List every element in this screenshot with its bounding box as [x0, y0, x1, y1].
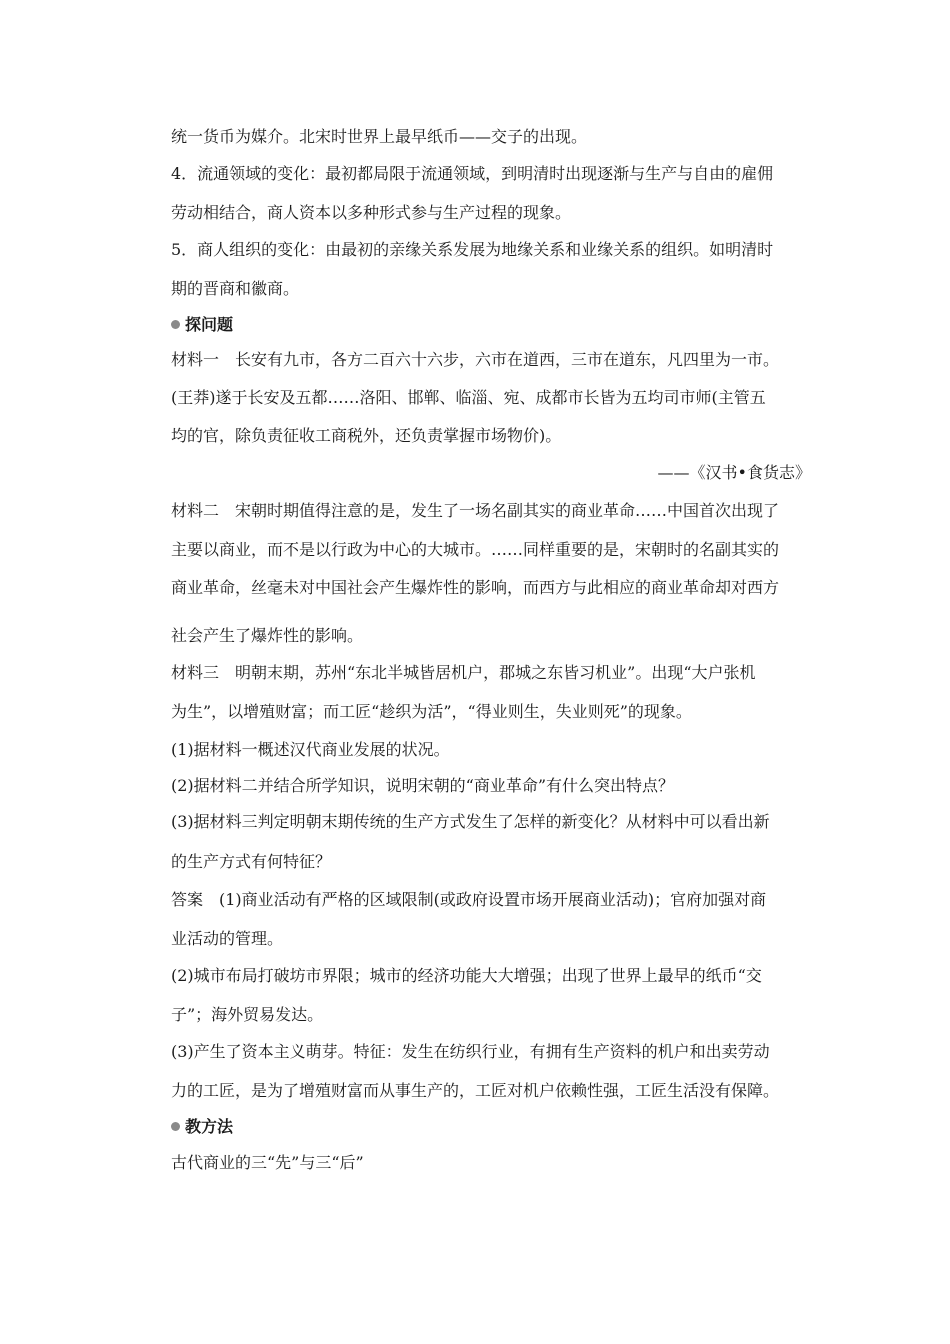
question-line: 的生产方式有何特征？ — [171, 852, 332, 871]
text-line: 5．商人组织的变化：由最初的亲缘关系发展为地缘关系和业缘关系的组织。如明清时 — [171, 240, 774, 259]
answer-line: 子”；海外贸易发达。 — [171, 1005, 324, 1024]
question-line: (3)据材料三判定明朝末期传统的生产方式发生了怎样的新变化？从材料中可以看出新 — [171, 812, 770, 831]
text-line: 主要以商业，而不是以行政为中心的大城市。……同样重要的是，宋朝时的名副其实的 — [171, 540, 780, 559]
section-heading-label: 教方法 — [185, 1117, 234, 1136]
answer-line: (2)城市布局打破坊市界限；城市的经济功能大大增强；出现了世界上最早的纸币“交 — [171, 966, 762, 985]
answer-line: (3)产生了资本主义萌芽。特征：发生在纺织行业，有拥有生产资料的机户和出卖劳动 — [171, 1042, 770, 1061]
answer-line: 答案 (1)商业活动有严格的区域限制(或政府设置市场开展商业活动)；官府加强对商 — [171, 890, 767, 909]
bullet-icon — [171, 1122, 180, 1131]
text-line: 4．流通领域的变化：最初都局限于流通领域，到明清时出现逐渐与生产与自由的雇佣 — [171, 164, 774, 183]
question-line: (1)据材料一概述汉代商业发展的状况。 — [171, 740, 450, 759]
section-heading-label: 探问题 — [185, 315, 234, 334]
answer-line: 力的工匠，是为了增殖财富而从事生产的，工匠对机户依赖性强，工匠生活没有保障。 — [171, 1081, 780, 1100]
bullet-icon — [171, 320, 180, 329]
text-line: (王莽)遂于长安及五都……洛阳、邯郸、临淄、宛、成都市长皆为五均司市师(主管五 — [171, 388, 766, 407]
text-line: 材料二 宋朝时期值得注意的是，发生了一场名副其实的商业革命……中国首次出现了 — [171, 501, 780, 520]
section-heading — [171, 315, 811, 335]
text-line: 材料三 明朝末期，苏州“东北半城皆居机户，郡城之东皆习机业”。出现“大户张机 — [171, 663, 756, 682]
answer-line: 业活动的管理。 — [171, 929, 284, 948]
text-line: 均的官，除负责征收工商税外，还负责掌握市场物价)。 — [171, 426, 562, 445]
text-line: 统一货币为媒介。北宋时世界上最早纸币——交子的出现。 — [171, 127, 588, 146]
text-line: 为生”，以增殖财富；而工匠“趁织为活”，“得业则生，失业则死”的现象。 — [171, 702, 692, 721]
text-line: 商业革命，丝毫未对中国社会产生爆炸性的影响，而西方与此相应的商业革命却对西方 — [171, 578, 780, 597]
text-line: 古代商业的三“先”与三“后” — [171, 1153, 364, 1172]
citation: ——《汉书•食货志》 — [657, 463, 811, 482]
text-line: 社会产生了爆炸性的影响。 — [171, 626, 364, 645]
section-heading — [171, 1117, 811, 1137]
text-line: 期的晋商和徽商。 — [171, 279, 300, 298]
text-line: 劳动相结合，商人资本以多种形式参与生产过程的现象。 — [171, 203, 572, 222]
text-line: 材料一 长安有九市，各方二百六十六步，六市在道西，三市在道东，凡四里为一市。 — [171, 350, 780, 369]
question-line: (2)据材料二并结合所学知识，说明宋朝的“商业革命”有什么突出特点？ — [171, 776, 675, 795]
